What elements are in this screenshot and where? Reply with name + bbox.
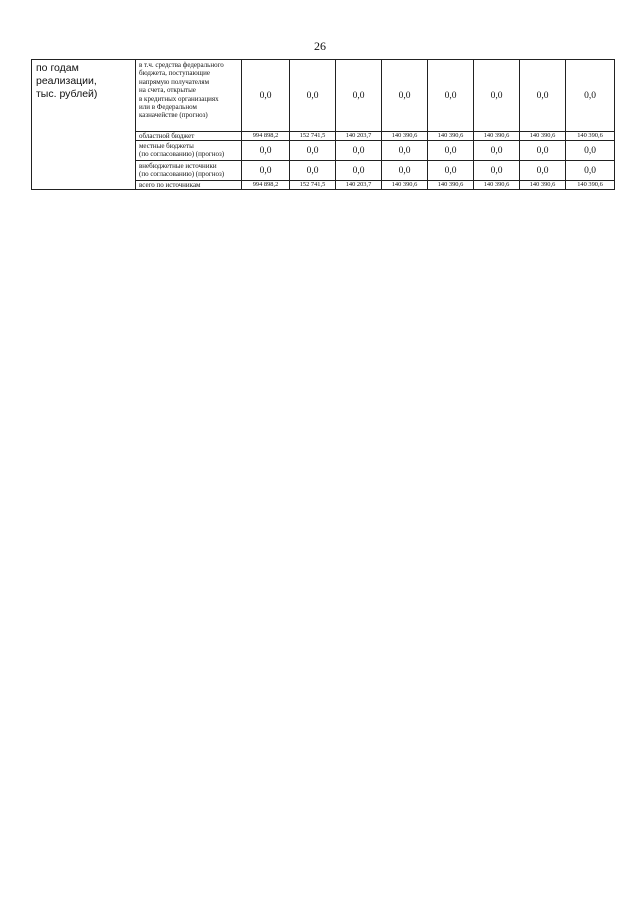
source-line: на счета, открытые [139,86,196,95]
page-number: 26 [314,39,326,53]
value-cell: 994 898,2 [242,181,290,190]
source-line: казначействе (прогноз) [139,111,208,120]
value-cell: 140 390,6 [474,181,520,190]
value-cell: 994 898,2 [242,132,290,141]
value-cell: 0,0 [428,60,474,132]
value-cell: 0,0 [382,141,428,161]
value-cell: 140 390,6 [566,181,615,190]
value-cell: 140 390,6 [428,132,474,141]
value-cell: 0,0 [520,161,566,181]
value-cell: 0,0 [428,161,474,181]
source-label-regional [136,132,242,141]
value-cell: 152 741,5 [290,132,336,141]
value-cell: 140 203,7 [336,181,382,190]
value-cell: 0,0 [474,60,520,132]
value-cell: 0,0 [566,141,615,161]
funding-table [31,59,615,190]
value-cell: 0,0 [242,141,290,161]
source-line: бюджета, поступающие [139,69,210,78]
value-cell: 0,0 [566,60,615,132]
value-cell: 0,0 [382,161,428,181]
source-line: напрямую получателям [139,77,210,86]
value-cell: 140 203,7 [336,132,382,141]
value-cell: 0,0 [242,161,290,181]
value-cell: 140 390,6 [428,181,474,190]
header-line: реализации, [36,75,97,87]
value-cell: 140 390,6 [382,181,428,190]
value-cell: 0,0 [242,60,290,132]
value-cell: 0,0 [428,141,474,161]
table-row [32,60,615,132]
value-cell: 0,0 [336,60,382,132]
value-cell: 140 390,6 [520,181,566,190]
value-cell: 0,0 [382,60,428,132]
source-line: внебюджетные источники [139,162,217,170]
value-cell: 152 741,5 [290,181,336,190]
source-label-local [136,141,242,161]
source-label-total [136,181,242,190]
value-cell: 140 390,6 [382,132,428,141]
source-label-federal [136,60,242,132]
value-cell: 140 390,6 [520,132,566,141]
value-cell: 0,0 [290,60,336,132]
source-line: в кредитных организациях [139,94,219,103]
header-line: по годам [36,62,79,74]
value-cell: 0,0 [520,60,566,132]
source-line: (по согласованию) (прогноз) [139,170,225,179]
value-cell: 0,0 [520,141,566,161]
row-group-header [32,60,136,190]
source-label-extrabudgetary [136,161,242,181]
value-cell: 0,0 [474,161,520,181]
value-cell: 0,0 [290,141,336,161]
source-line: в т.ч. средства федерального [139,61,224,69]
value-cell: 140 390,6 [474,132,520,141]
value-cell: 0,0 [290,161,336,181]
value-cell: 0,0 [566,161,615,181]
header-line: тыс. рублей) [36,88,98,100]
value-cell: 0,0 [336,161,382,181]
source-line: всего по источникам [139,181,201,189]
value-cell: 0,0 [474,141,520,161]
value-cell: 0,0 [336,141,382,161]
source-line: областной бюджет [139,132,195,140]
value-cell: 140 390,6 [566,132,615,141]
source-line: местные бюджеты [139,142,194,150]
source-line: (по согласованию) (прогноз) [139,150,225,159]
source-line: или в Федеральном [139,103,197,112]
